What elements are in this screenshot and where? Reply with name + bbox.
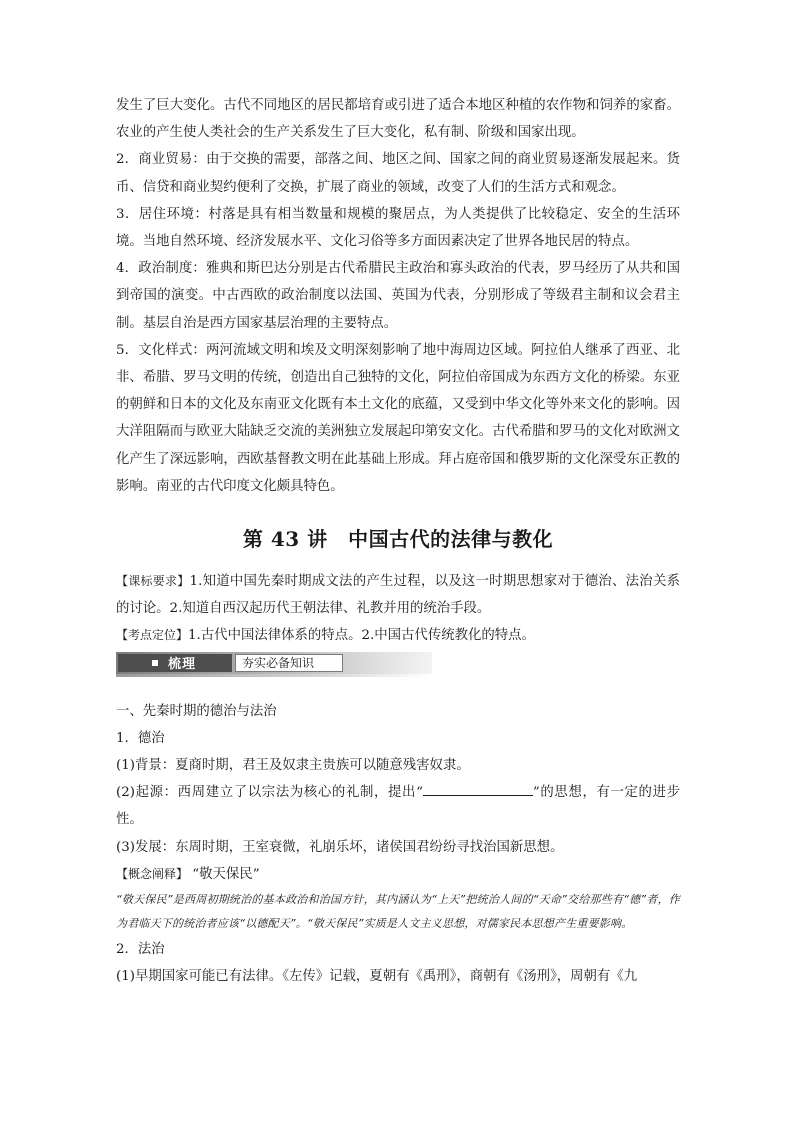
curriculum-requirements: [116, 568, 680, 622]
subheading-rule-of-virtue: 1．德治: [116, 730, 165, 746]
item-early-law: (1)早期国家可能已有法律。《左传》记载，夏朝有《禹刑》，商朝有《汤刑》，周朝有《九: [116, 969, 638, 985]
square-bullet-icon: [152, 660, 158, 666]
paragraph-commerce: 2．商业贸易：由于交换的需要，部落之间、地区之间、国家之间的商业贸易逐渐发展起来。货币、信贷和商业契约便利了交换，扩展了商业的领域，改变了人们的生活方式和观念。: [116, 152, 680, 195]
item-development: (3)发展：东周时期，王室衰微，礼崩乐坏，诸侯国君纷纷寻找治国新思想。: [116, 839, 564, 855]
page-content: [116, 92, 680, 990]
paragraph-residence: 3．居住环境：村落是具有相当数量和规模的聚居点，为人类提供了比较稳定、安全的生活环境。当地自然环境、经济发展水平、文化习俗等多方面因素决定了世界各地民居的特点。: [116, 206, 680, 250]
banner-label-box: [118, 654, 232, 672]
exam-points-tag: 【考点定位】: [116, 628, 189, 643]
curriculum-text: 1.知道中国先秦时期成文法的产生过程，以及这一时期思想家对于德治、法治关系的讨论。2.知道自西汉起历代王朝法律、礼教并用的统治手段。: [116, 574, 680, 617]
concept-tag: 【概念阐释】: [116, 866, 189, 881]
item-origin-text-after: ”的思想，有一定的进步性。: [116, 785, 680, 828]
subheading-rule-of-law: 2．法治: [116, 942, 165, 958]
item-background: (1)背景：夏商时期，君王及奴隶主贵族可以随意残害奴隶。: [116, 758, 470, 774]
item-origin-text-before: (2)起源：西周建立了以宗法为核心的礼制，提出“: [116, 785, 423, 801]
concept-header: [116, 861, 680, 888]
banner-subtitle: 夯实必备知识: [235, 654, 343, 672]
curriculum-tag: 【课标要求】: [116, 574, 190, 589]
item-origin: [116, 779, 680, 833]
exam-points: [116, 622, 680, 649]
concept-explanation: “敬天保民”是西周初期统治的基本政治和治国方针，其内涵认为“上天”把统治人间的“天命”交给那些有“德”者，作为君临天下的统治者应该“以德配天”。“敬天保民”实质是人文主义思想，对儒家民本思想产生重要影响。: [116, 893, 680, 931]
lecture-title: 第 43 讲 中国古代的法律与教化: [242, 527, 554, 552]
concept-term: “敬天保民”: [192, 866, 260, 882]
fill-in-blank[interactable]: [423, 780, 533, 796]
section-banner: [116, 652, 432, 676]
paragraph-culture: 5．文化样式：两河流域文明和埃及文明深刻影响了地中海周边区域。阿拉伯人继承了西亚、北非、希腊、罗马文明的传统，创造出自己独特的文化，阿拉伯帝国成为东西方文化的桥梁。东亚的朝鲜和日本的文化及东南亚文化既有本土文化的底蕴，又受到中华文化等外来文化的影响。因大洋阻隔而与欧亚大陆缺乏交流的美洲独立发展起印第安文化。古代希腊和罗马的文化对欧洲文化产生了深远影响，西欧基督教文明在此基础上形成。拜占庭帝国和俄罗斯的文化深受东正教的影响。南亚的古代印度文化颇具特色。: [116, 342, 680, 494]
banner-label: 梳理: [168, 657, 197, 673]
section-heading: 一、先秦时期的德治与法治: [116, 703, 277, 719]
paragraph-politics: 4．政治制度：雅典和斯巴达分别是古代希腊民主政治和寡头政治的代表，罗马经历了从共和国到帝国的演变。中古西欧的政治制度以法国、英国为代表，分别形成了等级君主制和议会君主制。基层自治是西方国家基层治理的主要特点。: [116, 261, 680, 331]
exam-points-text: 1.古代中国法律体系的特点。2.中国古代传统教化的特点。: [188, 628, 535, 644]
paragraph-agriculture-continued: 发生了巨大变化。古代不同地区的居民都培育或引进了适合本地区种植的农作物和饲养的家畜。农业的产生使人类社会的生产关系发生了巨大变化，私有制、阶级和国家出现。: [116, 98, 680, 141]
